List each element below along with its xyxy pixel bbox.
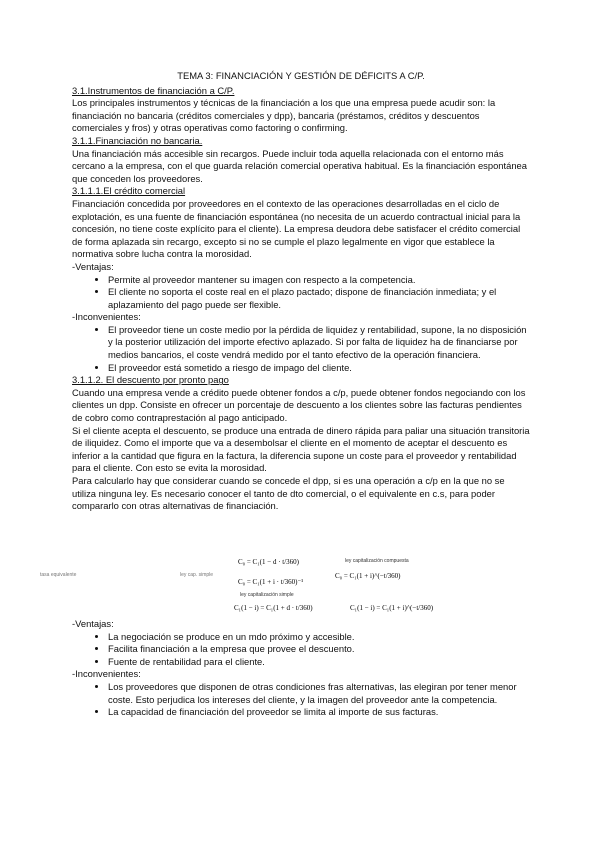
section-text-3-1-1-2-p2: Si el cliente acepta el descuento, se produce una entrada de dinero rápida para paliar una situación transitoria de iliquidez. Como el importe que va a desembolsar el cliente en el momento de aceptar el descuento es inferior a la cantidad que figura en la factura, la diferencia supone un coste para el proveedor y rentabilidad para el cliente. Con esto se evita la morosidad. (72, 424, 530, 474)
document-page (72, 70, 530, 513)
list-item: • El proveedor está sometido a riesgo de impago del cliente. (108, 362, 530, 375)
formula-2: C₀ = C₁(1 + i · t/360)⁻¹ (238, 578, 304, 586)
section-text-3-1-1-1: Financiación concedida por proveedores en el contexto de las operaciones desarrolladas en el ciclo de explotación, es una fuente de financiación espontánea (no necesita de un acuerdo contractual inicial para la concesión, no tiene coste explícito para el cliente). La empresa deudora debe satisfacer el crédito comercial de forma aplazada sin recargo, excepto si no se cumple el plazo legalmente en vigor que establece la normativa sobre lucha contra la morosidad. (72, 197, 521, 260)
formula-label-simple: ley capitalización simple (240, 592, 294, 598)
inconvenientes-list (72, 324, 530, 374)
inconvenientes-label: -Inconvenientes: (72, 668, 141, 680)
list-item: • Facilita financiación a la empresa que provee el descuento. (108, 643, 530, 656)
inconvenientes-list (72, 681, 530, 719)
document-page-continued (72, 618, 530, 719)
ventajas-list (72, 631, 530, 669)
section-text-3-1-1-2-p3: Para calcularlo hay que considerar cuando se concede el dpp, si es una operación a c/p en la que no se utiliza ninguna ley. Es necesario conocer el tanto de dto comercial, o el equivalente en c.s, para poder compararlo con otras alternativas de financiación. (72, 475, 505, 512)
section-heading-3-1: 3.1.Instrumentos de financiación a C/P. (72, 84, 235, 96)
list-item: • La negociación se produce en un mdo próximo y accesible. (108, 631, 530, 644)
section-heading-3-1-1: 3.1.1.Financiación no bancaria. (72, 134, 203, 146)
document-title: TEMA 3: FINANCIACIÓN Y GESTIÓN DE DÉFICITS A C/P. (177, 70, 425, 81)
section-text-3-1-1: Una financiación más accesible sin recargos. Puede incluir toda aquella relacionada con el entorno más cercano a la empresa, con el que guarda relación comercial operativa habitual. Es la financiación espontánea que conceden los proveedores. (72, 147, 527, 184)
section-text-3-1-1-2-p1: Cuando una empresa vende a crédito puede obtener fondos a c/p, puede obtener fondos negociando con los clientes un dpp. Consiste en ofrecer un porcentaje de descuento a los clientes sobre las facturas pendientes de cobro como contraprestación al pago anticipado. (72, 386, 526, 424)
list-item: • Los proveedores que disponen de otras condiciones fras alternativas, las elegiran por tener menor coste. Esto perjudica los intereses del cliente, y la imagen del proveedor ante la competencia. (108, 681, 530, 706)
section-heading-3-1-1-2: 3.1.1.2. El descuento por pronto pago (72, 374, 229, 386)
list-item: • El cliente no soporta el coste real en el plazo pactado; dispone de financiación inmediata; y el aplazamiento del pago puede ser flexible. (108, 286, 530, 311)
formula-small-label: tasa equivalente (40, 572, 77, 578)
formula-small-label: ley cap. simple (180, 572, 214, 578)
formula-1: C₀ = C₁(1 − d · t/360) (238, 558, 299, 566)
formula-3: C₁(1 − i) = C₁(1 + d · t/360) (234, 604, 313, 612)
list-item: • Fuente de rentabilidad para el cliente. (108, 656, 530, 669)
list-item: • La capacidad de financiación del proveedor se limita al importe de sus facturas. (108, 706, 530, 719)
ventajas-label: -Ventajas: (72, 260, 114, 272)
formula-4: C₀ = C₁(1 + i)^(−t/360) (335, 572, 401, 580)
ventajas-label: -Ventajas: (72, 618, 114, 629)
section-heading-3-1-1-1: 3.1.1.1.El crédito comercial (72, 185, 186, 197)
inconvenientes-label: -Inconvenientes: (72, 311, 141, 323)
formula-label-compound: ley capitalización compuesta (345, 558, 409, 564)
formula-5: C₁(1 − i) = C₁(1 + i)^(−t/360) (350, 604, 434, 612)
section-text-3-1: Los principales instrumentos y técnicas de la financiación a los que una empresa puede acudir son: la financiación no bancaria (créditos comerciales y dpp), bancaria (préstamos, créditos y descuentos comerciales y fros) y otras operativas como factoring o confirming. (72, 97, 496, 134)
ventajas-list (72, 274, 530, 312)
list-item: • El proveedor tiene un coste medio por la pérdida de liquidez y rentabilidad, supone, la no disposición y la posterior utilización del importe efectivo aplazado. Si por falta de liquidez ha de financiarse por medios bancarios, el coste vendrá medido por el tanto efectivo de la operación financiera. (108, 324, 530, 362)
list-item: • Permite al proveedor mantener su imagen con respecto a la competencia. (108, 274, 530, 287)
formula-image (0, 552, 600, 620)
